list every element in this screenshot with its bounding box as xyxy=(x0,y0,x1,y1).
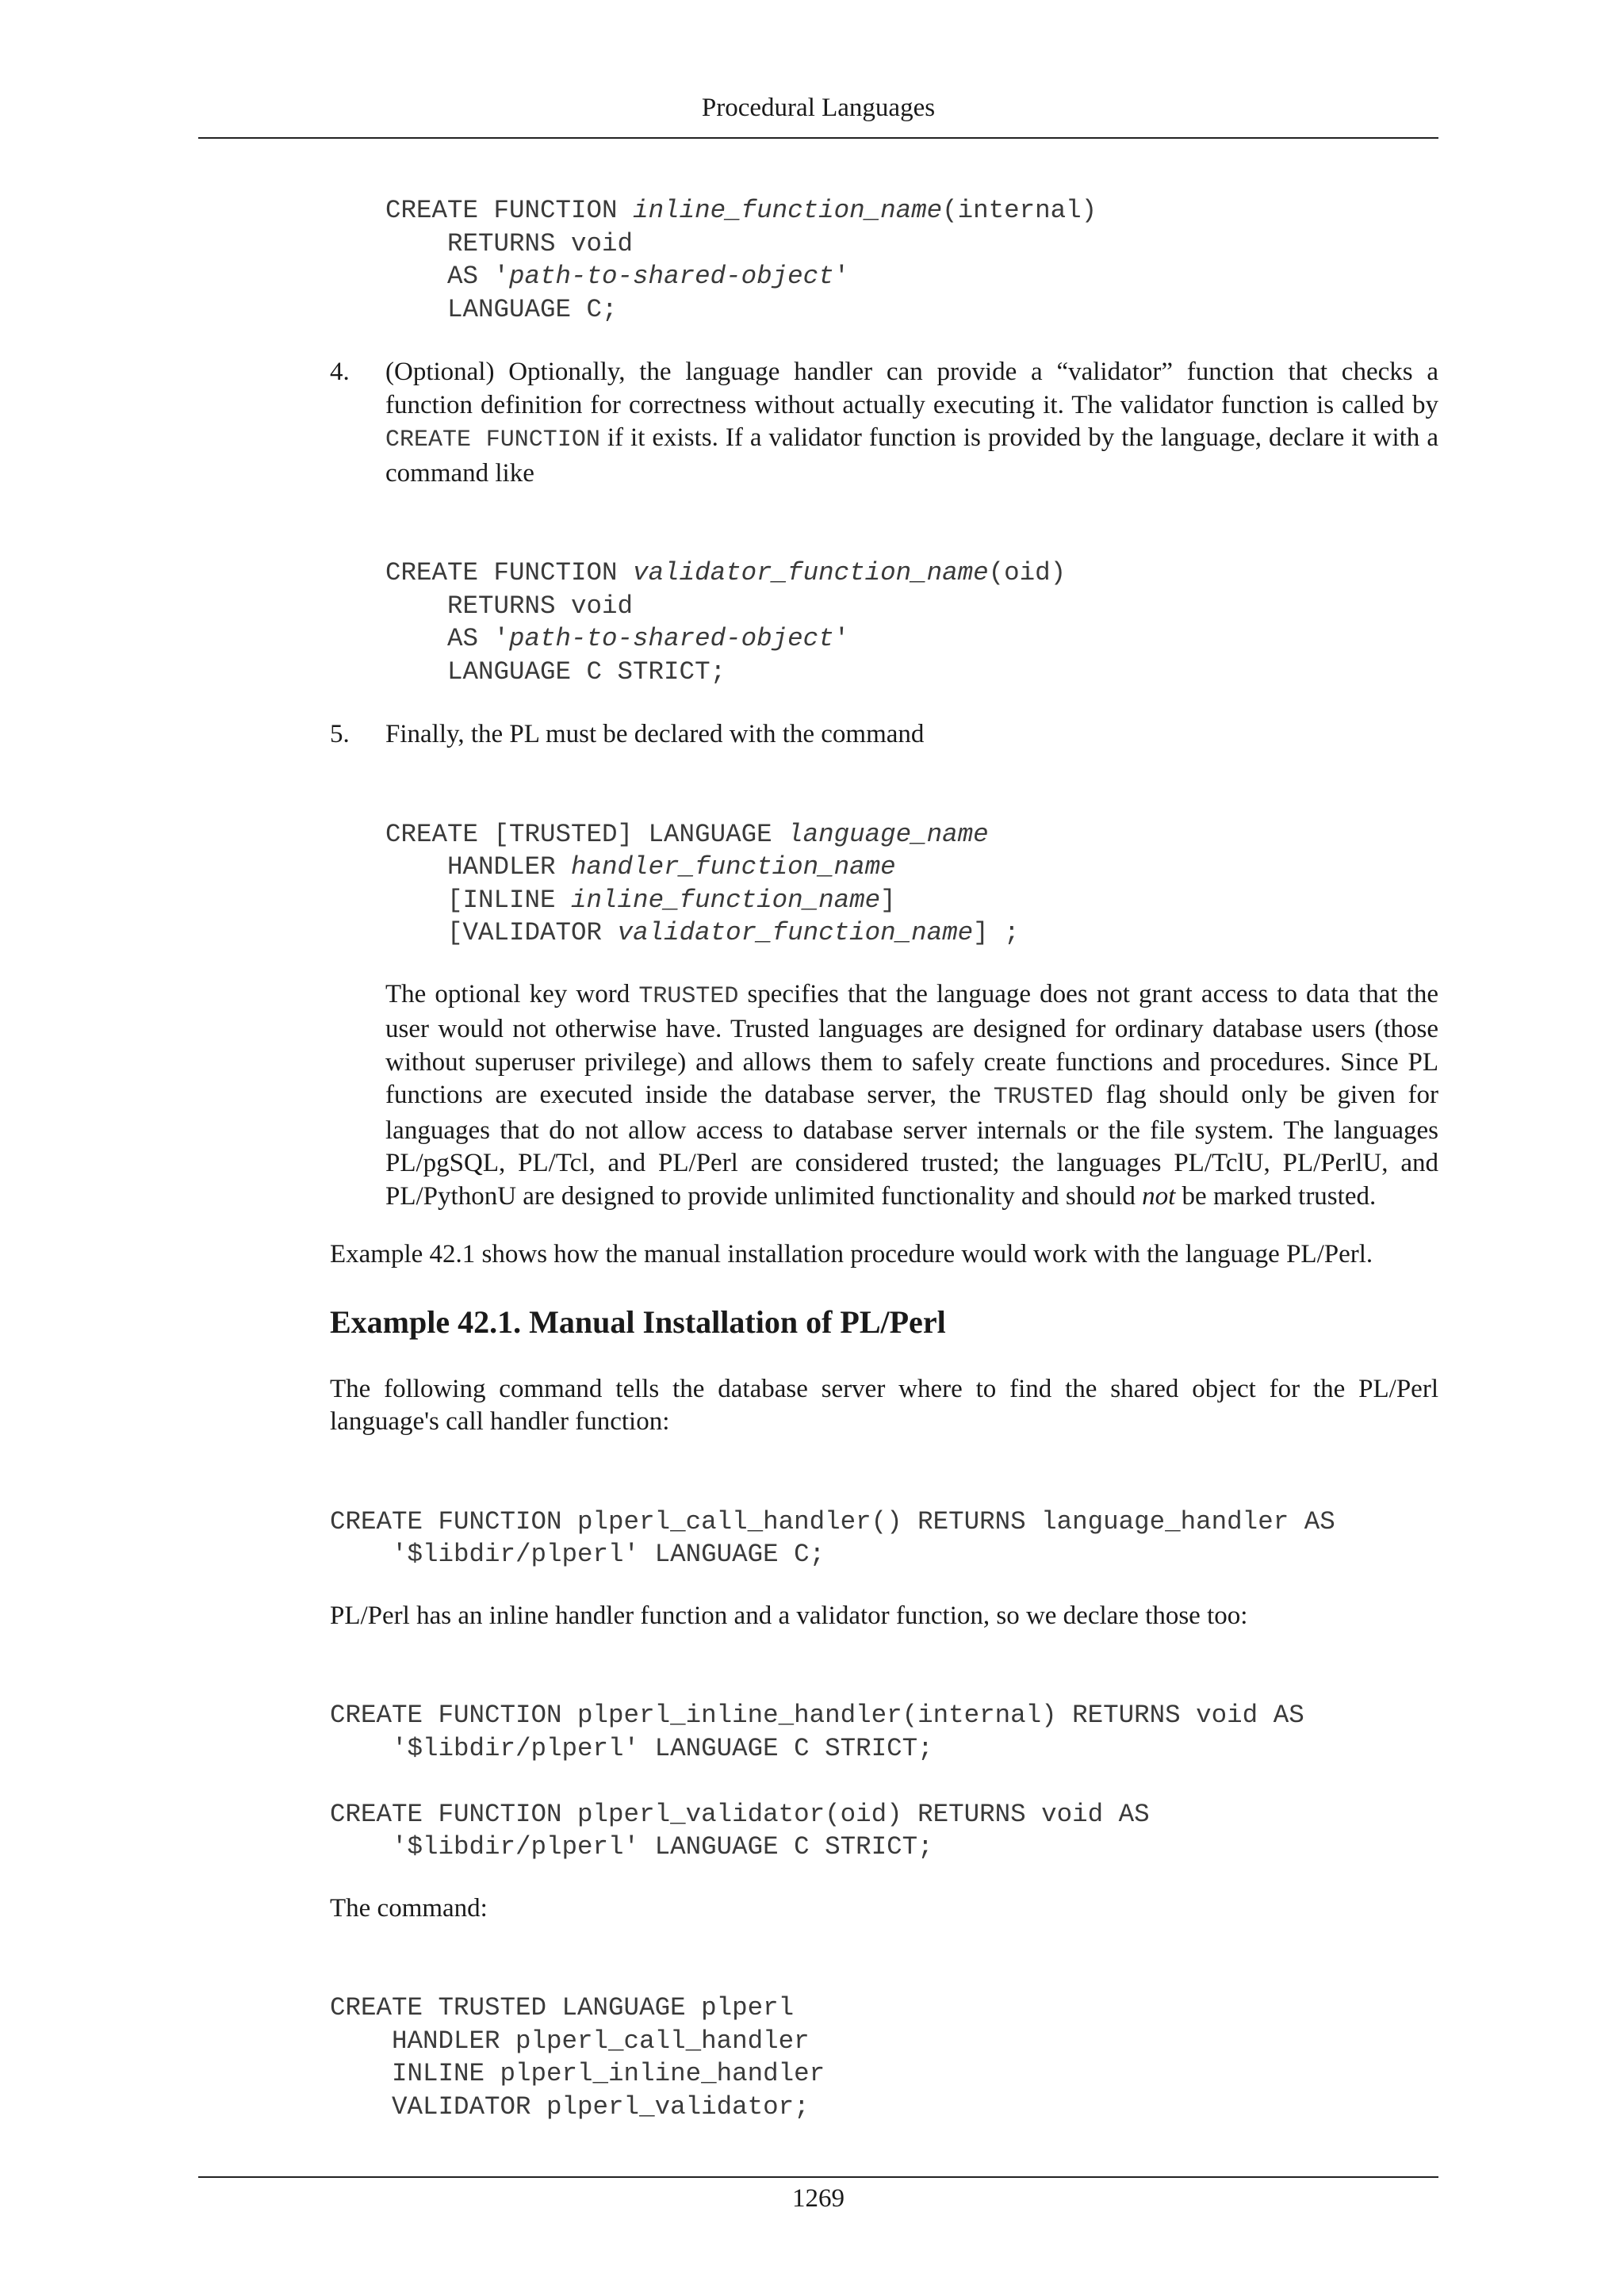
example-intro: The following command tells the database server where to find the shared object for the PL/Perl language's call handler function: xyxy=(330,1374,1438,1436)
create-language-code-block: CREATE [TRUSTED] LANGUAGE language_name HANDLER handler_function_name [INLINE inline_function_name] [VALIDATOR validator_function_name] ; xyxy=(385,819,1020,947)
step-4-text: (Optional) Optionally, the language handler can provide a “validator” function that checks a function definition for correctness without actually executing it. The validator function is called by CREATE FUNCTION if it exists. If a validator function is provided by the language, declare it with a command like xyxy=(385,358,1438,488)
running-header: Procedural Languages xyxy=(701,94,936,122)
inline-handler-paragraph: PL/Perl has an inline handler function and a validator function, so we declare those too: xyxy=(330,1601,1248,1630)
header-rule xyxy=(198,137,1438,139)
step-5-text: Finally, the PL must be declared with the command xyxy=(385,720,925,748)
command-label: The command: xyxy=(330,1893,488,1923)
trusted-paragraph: The optional key word TRUSTED specifies that the language does not grant access to data that the user would not otherwise have. Trusted languages are designed for ordinary database users (those without superuser privilege) and allows them to safely create functions and procedures. Since PL functions are executed inside the database server, the TRUSTED flag should only be given for languages that do not allow access to database server internals or the file system. The languages PL/pgSQL, PL/Tcl, and PL/Perl are considered trusted; the languages PL/TclU, PL/PerlU, and PL/PythonU are designed to provide unlimited functionality and should not be marked trusted. xyxy=(385,979,1438,1211)
step-number: 4. xyxy=(330,358,350,386)
step-number: 5. xyxy=(330,720,350,748)
footer-rule xyxy=(198,2176,1438,2178)
example-reference: Example 42.1 shows how the manual installation procedure would work with the language PL/Perl. xyxy=(330,1240,1373,1269)
inline-validator-code-block: CREATE FUNCTION plperl_inline_handler(internal) RETURNS void AS '$libdir/plperl' LANGUAGE C STRICT; CREATE FUNCTION plperl_validator(oid) RETURNS void AS '$libdir/plperl' LANGUAGE C STRICT; xyxy=(330,1701,1304,1862)
example-title: Example 42.1. Manual Installation of PL/Perl xyxy=(330,1303,946,1340)
step-4 xyxy=(330,356,1438,688)
step-5 xyxy=(330,718,1438,1213)
page-number: 1269 xyxy=(792,2184,845,2213)
create-trusted-language-code-block: CREATE TRUSTED LANGUAGE plperl HANDLER plperl_call_handler INLINE plperl_inline_handler VALIDATOR plperl_validator; xyxy=(330,1993,825,2122)
call-handler-code-block: CREATE FUNCTION plperl_call_handler() RETURNS language_handler AS '$libdir/plperl' LANGUAGE C; xyxy=(330,1506,1335,1569)
validator-function-code-block: CREATE FUNCTION validator_function_name(oid) RETURNS void AS 'path-to-shared-object' LANGUAGE C STRICT; xyxy=(385,558,1067,687)
inline-function-code-block: CREATE FUNCTION inline_function_name(internal) RETURNS void AS 'path-to-shared-object' LANGUAGE C; xyxy=(385,196,1097,324)
page-content xyxy=(330,194,1438,2123)
